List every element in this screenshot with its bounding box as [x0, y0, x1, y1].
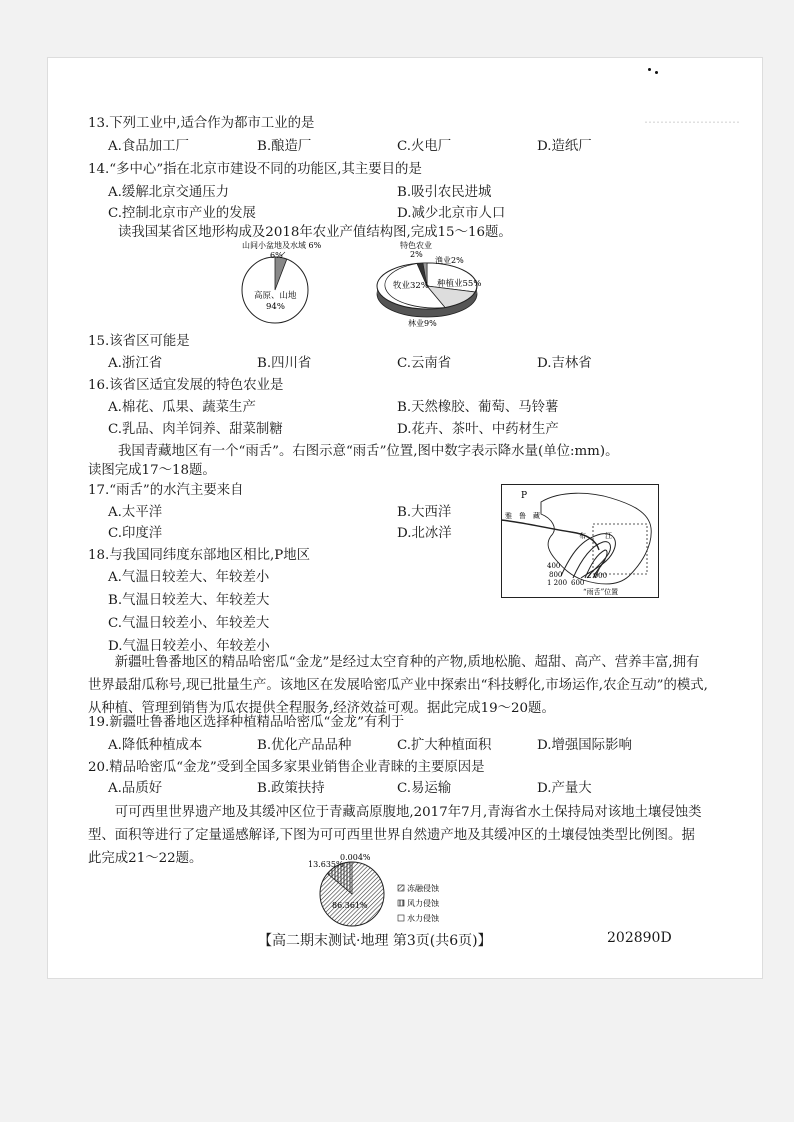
erosion-label-freeze: 13.635% — [308, 860, 344, 869]
q17-option-a: A.太平洋 — [108, 505, 163, 520]
agri-label-specialty: 特色农业 — [400, 241, 432, 250]
map-label-r5: 江 — [605, 532, 612, 540]
map-caption: “雨舌”位置 — [583, 588, 619, 596]
intro-17-18b: 读图完成17～18题。 — [88, 463, 216, 478]
erosion-label-wind: 0.004% — [340, 853, 371, 862]
q14-stem: 14.“多中心”指在北京市建设不同的功能区,其主要目的是 — [88, 162, 422, 177]
q14-option-c: C.控制北京市产业的发展 — [108, 206, 256, 221]
q13-option-a: A.食品加工厂 — [108, 139, 189, 154]
map-label-r4: 布 — [579, 532, 586, 540]
q19-option-d: D.增强国际影响 — [537, 738, 632, 753]
q17-stem: 17.“雨舌”的水汽主要来自 — [88, 483, 244, 498]
q20-option-a: A.品质好 — [108, 781, 163, 796]
q14-option-d: D.减少北京市人口 — [397, 206, 506, 221]
intro-21-22-text: 可可西里世界遗产地及其缓冲区位于青藏高原腹地,2017年7月,青海省水土保持局对该地土壤侵蚀类型、面积等进行了定量遥感解译,下图为可可西里世界自然遗产地及其缓冲区的土壤侵蚀类型比例图。据此完成21～22题。 — [88, 805, 702, 866]
intro-17-18a: 我国青藏地区有一个“雨舌”。右图示意“雨舌”位置,图中数字表示降水量(单位:mm)。 — [118, 444, 619, 459]
q17-option-b: B.大西洋 — [397, 505, 452, 520]
q18-option-c: C.气温日较差小、年较差大 — [108, 616, 270, 631]
q15-option-c: C.云南省 — [397, 356, 452, 371]
q18-option-b: B.气温日较差大、年较差大 — [108, 593, 270, 608]
q16-option-d: D.花卉、茶叶、中药材生产 — [397, 422, 559, 437]
terrain-label-basin-pct: 6% — [270, 251, 283, 260]
q18-stem: 18.与我国同纬度东部地区相比,P地区 — [88, 548, 311, 563]
q19-stem: 19.新疆吐鲁番地区选择种植精品哈密瓜“金龙”有利于 — [88, 715, 405, 730]
erosion-pie-chart — [300, 852, 480, 928]
map-label-r2: 鲁 — [519, 512, 526, 520]
scan-dot — [648, 68, 651, 71]
q15-stem: 15.该省区可能是 — [88, 334, 190, 349]
map-label-r3: 藏 — [533, 512, 540, 520]
q15-option-a: A.浙江省 — [108, 356, 163, 371]
terrain-label-basin: 山间小盆地及水域 6% — [242, 241, 322, 250]
paper-code: 202890D — [607, 930, 672, 946]
q15-option-b: B.四川省 — [257, 356, 312, 371]
legend-swatch-water — [398, 915, 404, 921]
erosion-label-water: 86.361% — [332, 901, 368, 910]
q16-option-b: B.天然橡胶、葡萄、马铃薯 — [397, 400, 559, 415]
legend-swatch-wind — [398, 900, 404, 906]
q16-option-c: C.乳品、肉羊饲养、甜菜制糖 — [108, 422, 283, 437]
legend-freeze: 冻融侵蚀 — [407, 884, 439, 893]
q15-option-d: D.吉林省 — [537, 356, 592, 371]
q19-option-a: A.降低种植成本 — [108, 738, 203, 753]
q20-option-d: D.产量大 — [537, 781, 592, 796]
page-footer-title: 【高二期末测试·地理 第3页(共6页)】 — [258, 933, 492, 949]
q19-option-b: B.优化产品品种 — [257, 738, 352, 753]
q13-option-b: B.酿造厂 — [257, 139, 312, 154]
rain-tongue-map — [501, 484, 659, 598]
q20-stem: 20.精品哈密瓜“金龙”受到全国多家果业销售企业青睐的主要原因是 — [88, 760, 485, 775]
agri-label-fishery: 渔业2% — [435, 256, 464, 265]
terrain-pie — [242, 252, 308, 323]
agri-label-specialty-pct: 2% — [410, 250, 423, 259]
q16-stem: 16.该省区适宜发展的特色农业是 — [88, 378, 284, 393]
bleed-through: …………………… — [644, 112, 740, 126]
q18-option-d: D.气温日较差小、年较差小 — [108, 639, 270, 654]
isohyet-label-2000: 2 000 — [587, 572, 608, 580]
q13-option-d: D.造纸厂 — [537, 139, 592, 154]
q17-option-d: D.北冰洋 — [397, 526, 452, 541]
isohyet-label-400: 400 — [547, 562, 561, 570]
terrain-label-mountain-pct: 94% — [266, 302, 285, 312]
q18-option-a: A.气温日较差大、年较差小 — [108, 570, 270, 585]
q14-option-a: A.缓解北京交通压力 — [108, 185, 230, 200]
q16-option-a: A.棉花、瓜果、蔬菜生产 — [108, 400, 256, 415]
agri-label-livestock: 牧业32% — [393, 281, 429, 291]
q13-option-c: C.火电厂 — [397, 139, 452, 154]
agri-pie — [377, 263, 481, 317]
map-label-r1: 雅 — [505, 512, 512, 520]
q17-option-c: C.印度洋 — [108, 526, 163, 541]
q20-option-c: C.易运输 — [397, 781, 452, 796]
legend-swatch-freeze — [398, 885, 404, 891]
q14-option-b: B.吸引农民进城 — [397, 185, 492, 200]
intro-19-20-text: 新疆吐鲁番地区的精品哈密瓜“金龙”是经过太空育种的产物,质地松脆、超甜、高产、营养丰富,拥有世界最甜瓜称号,现已批量生产。该地区在发展哈密瓜产业中探索出“科技孵化,市场运作,农企互动”的模式,从种植、管理到销售为瓜农提供全程服务,经济效益可观。据此完成19～20题。 — [88, 655, 708, 716]
isohyet-label-600: 600 — [571, 579, 585, 587]
agri-label-forestry: 林业9% — [408, 319, 437, 328]
terrain-label-mountain: 高原、山地 — [254, 291, 297, 301]
map-label-p: P — [521, 491, 528, 501]
intro-15-16: 读我国某省区地形构成及2018年农业产值结构图,完成15～16题。 — [118, 225, 512, 240]
agri-label-crops: 种植业55% — [437, 279, 482, 289]
q20-option-b: B.政策扶持 — [257, 781, 325, 796]
isohyet-label-800: 800 — [549, 571, 563, 579]
legend-water: 水力侵蚀 — [407, 914, 439, 923]
terrain-agri-pies — [230, 238, 510, 330]
q13-stem: 13.下列工业中,适合作为都市工业的是 — [88, 116, 315, 131]
intro-19-20 — [88, 651, 708, 720]
legend-wind: 风力侵蚀 — [407, 899, 439, 908]
q19-option-c: C.扩大种植面积 — [397, 738, 492, 753]
scan-dot — [655, 71, 658, 74]
isohyet-label-1200: 1 200 — [547, 579, 568, 587]
